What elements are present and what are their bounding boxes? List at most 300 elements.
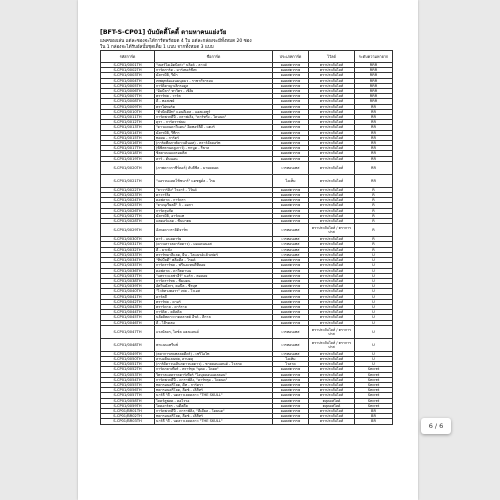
cell-card-name: ดี - ไลีรดลม — [155, 320, 273, 325]
cell-rarity: RRR — [355, 99, 393, 104]
cell-card-code: S-CP01/0017TH — [101, 146, 155, 151]
cell-rarity: U — [355, 310, 393, 315]
cell-card-type: เวรทอนเทส — [273, 161, 309, 174]
cell-card-name: ดาวาร์ลิง — [155, 193, 273, 198]
cell-wild: ตลุดดสไลด์ — [309, 398, 355, 403]
cell-card-type: ยอดศตวรรษ — [273, 408, 309, 413]
cell-card-name: (ภาพดาวกาซีร์ดอร์) ลับลีซีล - มายดลอด — [155, 161, 273, 174]
cell-card-code: S-CP01/0019TH — [101, 156, 155, 161]
cell-rarity: U — [355, 304, 393, 309]
cell-card-name: นาร์ลี "ดี - นดลาวเลลดลาว "THE SKULL" — [155, 393, 273, 398]
cell-wild: ตราประดับไลส์ — [309, 252, 355, 257]
cell-rarity: U — [355, 362, 393, 367]
cell-card-name: ทคารอนคริโลด, ดีท - การ์ดรา — [155, 382, 273, 387]
card-list-table — [100, 50, 393, 425]
cell-rarity: RRR — [355, 83, 393, 88]
cell-wild: ตราประดับไลส์ — [309, 203, 355, 208]
table-row — [101, 224, 393, 237]
cell-card-name: "ทิปบีลดี" พลีดดีล - โรมด์ — [155, 258, 273, 263]
cell-card-code: S-CP01/0038TH — [101, 278, 155, 283]
cell-card-code: S-CP01/0011TH — [101, 115, 155, 120]
cell-rarity: BR — [355, 414, 393, 419]
cell-card-code: S-CP01/0054TH — [101, 377, 155, 382]
cell-rarity: U — [355, 351, 393, 356]
cell-card-type: ยอดศตวรรษ — [273, 135, 309, 140]
cell-card-name: การ์ดพวกดีปี - ดราฟเลิง, "ดาร์ทรัง - โดนนด" — [155, 115, 273, 120]
cell-card-name: ดอฟลาด - ดาวีตดานน — [155, 268, 273, 273]
cell-wild: ตราประดับไลส์ — [309, 187, 355, 192]
cell-card-type: เวรทอนเทส — [273, 325, 309, 338]
cell-card-name: "ลาวาร์ลิง" ไรอาร์ - โว้นด์ — [155, 187, 273, 192]
cell-rarity: U — [355, 263, 393, 268]
cell-card-name: "ยางนุเรียลดี" 5 - ออกา — [155, 203, 273, 208]
cell-wild: ตราประดับไลส์ — [309, 130, 355, 135]
cell-card-type: ยอดศตวรรษ — [273, 208, 309, 213]
cell-card-name: การ์ดรุมกัด — [155, 208, 273, 213]
cell-wild: ตราประดับไลส์ — [309, 237, 355, 242]
cell-card-type: ยอดศตวรรษ — [273, 294, 309, 299]
cell-card-type: ยอดศตวรรษ — [273, 263, 309, 268]
cell-card-code: S-CP01/0015TH — [101, 135, 155, 140]
cell-card-name: การ์ดการ์ด - มาร์เทอร์ซีเท — [155, 68, 273, 73]
cell-wild: ตราประดับไลส์ — [309, 393, 355, 398]
cell-card-type: ยอดศตวรรษ — [273, 83, 309, 88]
cell-wild: ตราประดับไลส์ — [309, 273, 355, 278]
cell-card-name: พาแนนเทรีนซ์ — [155, 338, 273, 351]
cell-card-type: เวรทอนเทส — [273, 351, 309, 356]
cell-rarity: RR — [355, 161, 393, 174]
cell-wild: ตราประดับไลส์ — [309, 78, 355, 83]
cell-card-code: S-CP01/0023TH — [101, 193, 155, 198]
cell-card-name: ตราร์พล - ดาอร์ — [155, 299, 273, 304]
header-card-code: รหัสการ์ด — [101, 51, 155, 63]
cell-card-type: ยอดศตวรรษ — [273, 393, 309, 398]
cell-rarity: RR — [355, 151, 393, 156]
cell-rarity: U — [355, 294, 393, 299]
cell-rarity: RR — [355, 156, 393, 161]
cell-rarity: U — [355, 315, 393, 320]
table-header-row — [101, 51, 393, 63]
cell-rarity: Secret — [355, 367, 393, 372]
cell-card-type: ไอเท็ม — [273, 174, 309, 187]
cell-rarity: R — [355, 213, 393, 218]
cell-card-name: นาร์ลี "ดี - นดลาวเลลดลาว "THE SKULL" — [155, 419, 273, 424]
cell-rarity: BR — [355, 408, 393, 413]
cell-wild: ตราประดับไลส์ — [309, 320, 355, 325]
cell-rarity: U — [355, 299, 393, 304]
cell-wild: ตราประดับไลส์ — [309, 263, 355, 268]
cell-card-code: S-CP01/0050TH — [101, 356, 155, 361]
cell-card-type: ยอดศตวรรษ — [273, 125, 309, 130]
cell-card-code: S-CP01/BR02TH — [101, 414, 155, 419]
cell-card-name: "ดาวแดนดาวีแดน" อิดทอร์ลีดี - แตงร์ — [155, 125, 273, 130]
cell-card-name: มังกรมิลิ, รีมัก — [155, 73, 273, 78]
cell-wild: ตราประดับไลส์ — [309, 213, 355, 218]
cell-card-code: S-CP01/0029TH — [101, 224, 155, 237]
cell-card-type: ยอดศตวรรษ — [273, 68, 309, 73]
cell-card-name: วิตราลแลดราคดาร์เทียร์ "ไอบุลลอนแดลลอน" — [155, 372, 273, 377]
table-body — [101, 63, 393, 425]
cell-card-name: แตดอร์แลด - ซีบมาตย — [155, 219, 273, 224]
cell-card-code: S-CP01/0021TH — [101, 174, 155, 187]
cell-wild: ตราประดับไลส์ — [309, 356, 355, 361]
cell-rarity: U — [355, 338, 393, 351]
cell-card-type: ไวลาด — [273, 362, 309, 367]
cell-rarity: R — [355, 198, 393, 203]
cell-rarity: RR — [355, 115, 393, 120]
cell-wild: ตราประดับไลส์ — [309, 388, 355, 393]
cell-wild: ตราประดับไลส์ — [309, 94, 355, 99]
cell-card-code: S-CP01/0045TH — [101, 315, 155, 320]
cell-rarity: RR — [355, 174, 393, 187]
cell-wild: ตราประดับไลส์ — [309, 198, 355, 203]
cell-card-name: "ไวล์ทวงตอรา" เพล - โวเอส — [155, 289, 273, 294]
cell-card-type: ยอดศตวรรษ — [273, 382, 309, 387]
cell-card-type: ยอดศตวรรษ — [273, 273, 309, 278]
cell-card-code: S-CP01/0032TH — [101, 247, 155, 252]
cell-card-type: ยอดศตวรรษ — [273, 388, 309, 393]
cell-wild: ตราประดับไลส์ — [309, 408, 355, 413]
cell-wild: ตราประดับไลส์ — [309, 299, 355, 304]
cell-card-type: ยอดศตวรรษ — [273, 315, 309, 320]
cell-card-code: S-CP01/0031TH — [101, 242, 155, 247]
cell-rarity: R — [355, 237, 393, 242]
cell-card-code: S-CP01/0004TH — [101, 78, 155, 83]
document-subtitle-2: ใน 1 กล่องจะได้รับอัลบั้มชุดเต็ม 1 แบบ จากทั้งหมด 3 แบบ — [100, 45, 214, 50]
cell-card-name: การ์ดกลาเทียร์ - ตราร์ทุล "นุดด - โดยล" — [155, 367, 273, 372]
cell-card-code: S-CP01/0013TH — [101, 125, 155, 130]
cell-rarity: R — [355, 203, 393, 208]
cell-card-type: เวรทอนเทส — [273, 252, 309, 257]
cell-card-code: S-CP01/0003TH — [101, 73, 155, 78]
cell-wild: ตราประดับไลส์ — [309, 242, 355, 247]
cell-wild: ตราประดับไลส์ — [309, 268, 355, 273]
cell-rarity: RR — [355, 141, 393, 146]
cell-card-code: S-CP01/0036TH — [101, 268, 155, 273]
header-rarity: ระดับความหายาก — [355, 51, 393, 63]
cell-card-type: ยอดศตวรรษ — [273, 120, 309, 125]
cell-card-name: ดอฟลาด - การ์ดรา — [155, 198, 273, 203]
cell-rarity: Secret — [355, 372, 393, 377]
cell-rarity: RR — [355, 130, 393, 135]
cell-card-code: S-CP01/0014TH — [101, 130, 155, 135]
cell-wild: ตราประดับไลส์ — [309, 414, 355, 419]
cell-card-code: S-CP01/BR03TH — [101, 419, 155, 424]
cell-card-name: ดุรา - การ์ดราฟบม — [155, 120, 273, 125]
cell-card-code: S-CP01/0058TH — [101, 398, 155, 403]
cell-card-code: S-CP01/0005TH — [101, 83, 155, 88]
cell-card-code: S-CP01/0059TH — [101, 403, 155, 408]
cell-wild: ตราประดับไลส์ — [309, 367, 355, 372]
cell-wild: ตราประดับไลส์ — [309, 419, 355, 424]
table-row — [101, 419, 393, 424]
cell-card-code: S-CP01/0024TH — [101, 198, 155, 203]
cell-card-name: นลัยลิตดาววาดลลาตย์ อีรด์ - ลีกาล — [155, 315, 273, 320]
cell-wild: ตราประดับไลส์ — [309, 73, 355, 78]
cell-card-name: (พิชิตรกนดลูเกาว์) - ทาบูด - รีขาล — [155, 146, 273, 151]
cell-rarity: U — [355, 284, 393, 289]
cell-card-name: ดี - มาเข้ิง — [155, 247, 273, 252]
cell-card-name: การ์ดราร์ทธ - ซีมมดน — [155, 278, 273, 283]
page-indicator: 6 / 6 — [421, 418, 451, 434]
cell-wild: ตราประดับไลส์ — [309, 125, 355, 130]
cell-rarity: RRR — [355, 89, 393, 94]
cell-wild: ตราประดับไลส์ — [309, 377, 355, 382]
cell-rarity: RRR — [355, 68, 393, 73]
cell-rarity: U — [355, 268, 393, 273]
cell-wild: ตราประดับไลส์ — [309, 372, 355, 377]
cell-card-name: เทพยุทธ์มเอนมนุลมว - ราชากัรกรอบ — [155, 78, 273, 83]
cell-card-type: เวรทอนเทส — [273, 224, 309, 237]
cell-card-type: ยอดศตวรรษ — [273, 377, 309, 382]
cell-wild: ตราประดับไลส์ — [309, 83, 355, 88]
cell-card-code: S-CP01/0016TH — [101, 141, 155, 146]
cell-card-code: S-CP01/0047TH — [101, 325, 155, 338]
cell-card-name: (ตลาการเทเทลลลดีดร์) - เซริโอไท — [155, 351, 273, 356]
cell-card-code: S-CP01/0051TH — [101, 362, 155, 367]
cell-wild: ตราประดับไลส์ — [309, 115, 355, 120]
cell-card-code: S-CP01/0020TH — [101, 161, 155, 174]
cell-card-code: S-CP01/0053TH — [101, 372, 155, 377]
cell-rarity: R — [355, 193, 393, 198]
cell-card-code: S-CP01/0046TH — [101, 320, 155, 325]
cell-rarity: RR — [355, 120, 393, 125]
cell-card-code: S-CP01/0008TH — [101, 99, 155, 104]
cell-card-type: ไอเท็ม — [273, 356, 309, 361]
cell-card-type: ยอดศตวรรษ — [273, 104, 309, 109]
cell-wild: ตราประดับไลส์ / ตราการปาส — [309, 224, 355, 237]
cell-card-type: ยอดศตวรรษ — [273, 78, 309, 83]
cell-wild: ตราประดับไลส์ — [309, 156, 355, 161]
cell-card-type: ยอดศตวรรษ — [273, 198, 309, 203]
cell-rarity: RRR — [355, 78, 393, 83]
cell-card-code: S-CP01/0040TH — [101, 289, 155, 294]
cell-card-name: ลาร์ - ดันนอน — [155, 156, 273, 161]
cell-rarity: U — [355, 252, 393, 257]
cell-wild: ตราประดับไลส์ — [309, 304, 355, 309]
cell-card-code: S-CP01/0043TH — [101, 304, 155, 309]
cell-rarity: U — [355, 289, 393, 294]
header-card-type: ประเภทการ์ด — [273, 51, 309, 63]
cell-wild: ตราประดับไลส์ — [309, 104, 355, 109]
cell-wild: ตราประดับไลส์ — [309, 151, 355, 156]
cell-card-name: "อัมบีลา" ทาวิตร - เชิงัย — [155, 89, 273, 94]
cell-wild: ตราประดับไลส์ — [309, 208, 355, 213]
cell-card-name: ดาร์ - แนลดาร์ย — [155, 237, 273, 242]
cell-card-code: S-CP01/0042TH — [101, 299, 155, 304]
cell-card-name: อัศวินมังกร, คอปีล - ซีรมุท — [155, 284, 273, 289]
cell-wild: ตราประดับไลส์ — [309, 219, 355, 224]
cell-card-type: ยอดศตวรรษ — [273, 203, 309, 208]
cell-card-code: S-CP01/0041TH — [101, 294, 155, 299]
cell-card-name: ซิลลาเนนแดรอมติส — [155, 151, 273, 156]
cell-card-code: S-CP01/0049TH — [101, 351, 155, 356]
cell-rarity: R — [355, 242, 393, 247]
cell-rarity: R — [355, 208, 393, 213]
cell-card-type: ยอดศตวรรษ — [273, 130, 309, 135]
cell-card-code: S-CP01/0052TH — [101, 367, 155, 372]
cell-card-type: ยอดศตวรรษ — [273, 398, 309, 403]
table-row — [101, 174, 393, 187]
cell-card-code: S-CP01/0009TH — [101, 104, 155, 109]
cell-card-code: S-CP01/0018TH — [101, 151, 155, 156]
cell-card-type: ยอดศตวรรษ — [273, 94, 309, 99]
cell-card-type: เวรทอนเทส — [273, 247, 309, 252]
cell-card-type: ยอดศตวรรษ — [273, 403, 309, 408]
cell-card-name: ดี - ทอสเซย์ — [155, 99, 273, 104]
cell-card-type: ยอดศตวรรษ — [273, 414, 309, 419]
cell-card-code: S-CP01/0027TH — [101, 213, 155, 218]
cell-card-name: ทอยม - การ์ดร์ — [155, 135, 273, 140]
cell-rarity: RR — [355, 104, 393, 109]
cell-card-name: ตราร์ดาล - ดาร์ราล — [155, 304, 273, 309]
cell-card-code: S-CP01/0039TH — [101, 284, 155, 289]
cell-card-type: ยอดศตวรรษ — [273, 193, 309, 198]
cell-rarity: Secret — [355, 388, 393, 393]
cell-wild: ตราประดับไลส์ — [309, 161, 355, 174]
cell-card-name: การ์ดพวกดีปี - ดาราฟ์ลิง, "ดีเดียล - โดยนด" — [155, 408, 273, 413]
cell-wild: ตราประดับไลส์ — [309, 284, 355, 289]
cell-card-code: S-CP01/0035TH — [101, 263, 155, 268]
document-title: [BFT-S-CP01] บันบัดดี้โคตี้ ตามหาคนแย่งวัย — [100, 29, 227, 36]
cell-card-type: ยอดศตวรรษ — [273, 258, 309, 263]
cell-rarity: R — [355, 247, 393, 252]
cell-wild: ตราประดับไลส์ — [309, 258, 355, 263]
cell-card-type: ยอดศตวรรษ — [273, 299, 309, 304]
cell-card-name: "ตัวปัดดีอิท" แอนดีเลล - แอลแลทูร์ — [155, 109, 273, 114]
cell-card-name: การ์ดิต - คลิลดิล — [155, 310, 273, 315]
cell-card-type: ยอดศตวรรษ — [273, 284, 309, 289]
cell-wild: ตราประดับไลส์ — [309, 141, 355, 146]
cell-card-type: ยอดศตวรรษ — [273, 304, 309, 309]
cell-rarity: U — [355, 320, 393, 325]
cell-card-code: S-CP01/BR01TH — [101, 408, 155, 413]
cell-rarity: RR — [355, 109, 393, 114]
cell-card-name: การ์ดพวกดีปี - ดาราฟ์ลิง, "ดาร์ทรุด - โดยนด" — [155, 377, 273, 382]
cell-rarity: R — [355, 187, 393, 192]
cell-rarity: RRR — [355, 63, 393, 68]
cell-card-type: ยอดศตวรรษ — [273, 187, 309, 192]
cell-card-name: ดาร์ลดี — [155, 294, 273, 299]
cell-card-type: ยอดศตวรรษ — [273, 89, 309, 94]
cell-card-type: ยอดศตวรรษ — [273, 310, 309, 315]
cell-card-type: ยอดศตวรรษ — [273, 156, 309, 161]
cell-card-code: S-CP01/0055TH — [101, 382, 155, 387]
cell-rarity: U — [355, 325, 393, 338]
cell-card-type: เวรทอนเทส — [273, 242, 309, 247]
cell-wild: ตราประดับไลส์ — [309, 310, 355, 315]
cell-card-type: ยอดศตวรรษ — [273, 115, 309, 120]
cell-wild: ตราประดับไลส์ — [309, 382, 355, 387]
cell-card-name: "เบลร์โอเอ็ดบิงก่ะ" บลิ้งค์ - ลาวด์ — [155, 63, 273, 68]
cell-wild: ตราประดับไลส์ / ตราการปาส — [309, 338, 355, 351]
table-row — [101, 325, 393, 338]
cell-card-type: ยอดศตวรรษ — [273, 109, 309, 114]
cell-card-name: (การ์ดิดาวนเลินกดาวนลดาว) - ชาลลอนแลนด์ - ไวลาด — [155, 362, 273, 367]
cell-wild: ตราประดับไลส์ — [309, 247, 355, 252]
cell-card-type: เวรทอนเทส — [273, 237, 309, 242]
cell-wild: ตราประดับไลส์ — [309, 174, 355, 187]
cell-card-code: S-CP01/0002TH — [101, 68, 155, 73]
cell-wild: ตราประดับไลส์ — [309, 289, 355, 294]
document-page — [78, 0, 418, 500]
header-wild: ไว้ลด์ — [309, 51, 355, 63]
cell-card-code: S-CP01/0044TH — [101, 310, 155, 315]
cell-card-name: การ์ดิคาญาเลิกรอดูล — [155, 83, 273, 88]
cell-card-name: การ์ดราร์พล - ฟรีนงแทบดีทีลอย — [155, 263, 273, 268]
cell-card-name: (การ์ดตีดภาฟ์ดาวเดินอส) - ตราร์อัลลอร์ท — [155, 141, 273, 146]
cell-rarity: U — [355, 258, 393, 263]
cell-card-code: S-CP01/0025TH — [101, 203, 155, 208]
document-subtitle-1: แพคของเล่น แต่ละซองจะได้การ์ดพร้อมด 4 ใบ แต่ละกล่องจะมีทั้งหมด 20 ซอง — [100, 39, 252, 44]
cell-card-type: ยอดศตวรรษ — [273, 213, 309, 218]
cell-wild: ตราประดับไลส์ — [309, 120, 355, 125]
cell-rarity: U — [355, 356, 393, 361]
cell-rarity: U — [355, 273, 393, 278]
header-card-name: ชื่อการ์ด — [155, 51, 273, 63]
cell-card-type: ยอดศตวรรษ — [273, 367, 309, 372]
cell-wild: ตราประดับไลส์ — [309, 63, 355, 68]
cell-wild: ตราประดับไลส์ — [309, 193, 355, 198]
cell-card-name: ตราไผ่ทอร์ค — [155, 104, 273, 109]
cell-card-type: ยอดศตวรรษ — [273, 141, 309, 146]
cell-card-name: มังกรมิลิ, รีทีกา — [155, 130, 273, 135]
cell-card-code: S-CP01/0034TH — [101, 258, 155, 263]
cell-wild: ตราประดับไลส์ — [309, 278, 355, 283]
cell-card-type: ยอดศตวรรษ — [273, 320, 309, 325]
cell-card-name: ตราร์ทมาลีแลด, ยีน - ไลแนรอ์แล้วเฟดร์ — [155, 252, 273, 257]
cell-card-type: ยอดศตวรรษ — [273, 289, 309, 294]
cell-rarity: RR — [355, 146, 393, 151]
cell-card-name: ทคารอนคริโลด, ลีดซ์ - เลิลีทร์ — [155, 414, 273, 419]
cell-card-name: "แตราะแลซ่าอีร์" นอร์ก - ตอลอย — [155, 273, 273, 278]
cell-card-type: ยอดศตวรรษ — [273, 73, 309, 78]
cell-rarity: Secret — [355, 377, 393, 382]
cell-card-code: S-CP01/0022TH — [101, 187, 155, 192]
cell-card-name: มังกรมิลิ, อาร์ดแท — [155, 213, 273, 218]
cell-card-code: S-CP01/0007TH — [101, 94, 155, 99]
cell-rarity: Secret — [355, 403, 393, 408]
cell-card-name: ไลดอาร์ตร - นดีลดีล — [155, 403, 273, 408]
cell-card-type: ยอดศตวรรษ — [273, 151, 309, 156]
cell-rarity: Secret — [355, 393, 393, 398]
cell-card-code: S-CP01/0048TH — [101, 338, 155, 351]
cell-rarity: R — [355, 219, 393, 224]
cell-card-code: S-CP01/0026TH — [101, 208, 155, 213]
cell-wild: ตราประดับไลส์ / ตราการปาส — [309, 325, 355, 338]
cell-card-code: S-CP01/0037TH — [101, 273, 155, 278]
cell-rarity: RR — [355, 135, 393, 140]
cell-card-name: ลาบอลินเลนพล, ลาบดลุ — [155, 356, 273, 361]
cell-rarity: R — [355, 224, 393, 237]
cell-card-type: ยอดศตวรรษ — [273, 219, 309, 224]
cell-card-type: ยอดศตวรรษ — [273, 63, 309, 68]
cell-card-name: (ดาวเลาวลดาร์ลดาว) - มอแดนนอส — [155, 242, 273, 247]
cell-wild: ตราประดับไลส์ — [309, 146, 355, 151]
cell-rarity: U — [355, 278, 393, 283]
cell-card-name: อังกอดาวราลิดิจาร์ท — [155, 224, 273, 237]
cell-rarity: Secret — [355, 382, 393, 387]
cell-card-type: ยอดศตวรรษ — [273, 99, 309, 104]
cell-wild: ตราประดับไลส์ — [309, 89, 355, 94]
cell-card-code: S-CP01/0012TH — [101, 120, 155, 125]
cell-card-type: ยอดศตวรรษ — [273, 419, 309, 424]
cell-card-code: S-CP01/0033TH — [101, 252, 155, 257]
cell-rarity: RR — [355, 125, 393, 130]
table-row — [101, 338, 393, 351]
cell-wild: ตราประดับไลส์ — [309, 109, 355, 114]
cell-wild: ตราประดับไลส์ — [309, 294, 355, 299]
